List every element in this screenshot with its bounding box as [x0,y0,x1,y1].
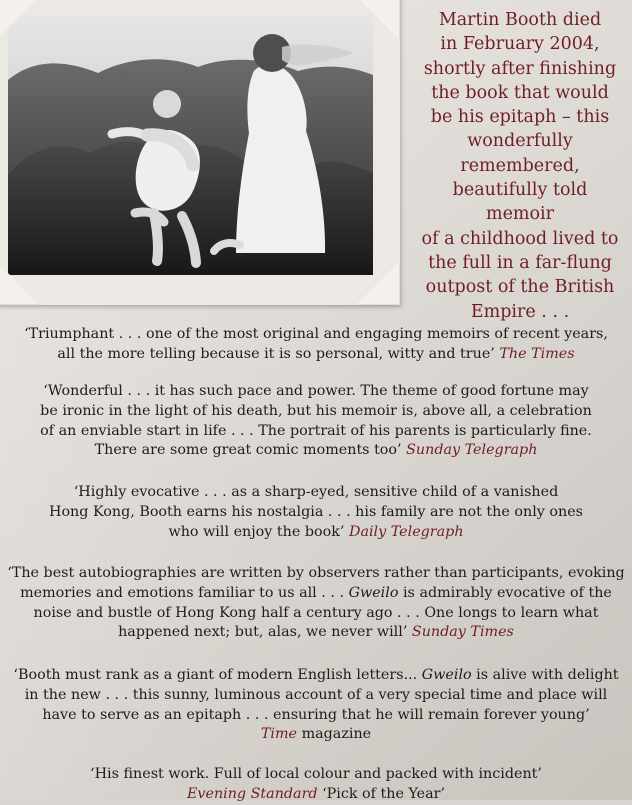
intro-line: wonderfully remembered, [460,131,580,176]
quote-line: ‘Wonderful . . . it has such pace and power. The theme of good fortune may [43,383,589,399]
quote-source: Daily Telegraph [348,523,464,540]
quote-text: all the more telling because it is so personal, witty and true’ [57,345,495,362]
quote-line [0,523,632,543]
review-quote [0,483,632,542]
quote-line [0,441,632,461]
book-title: Gweilo [421,667,472,683]
quote-line: ‘The best autobiographies are written by observers rather than participants, evoking [7,565,625,581]
quote-line: have to serve as an epitaph . . . ensuring that he will remain forever young’ [42,706,590,723]
photo-svg [8,15,373,275]
quote-line [0,666,632,686]
quote-line [0,345,632,365]
quote-line [0,725,632,745]
quote-text: memories and emotions familiar to us all . . . [20,584,345,601]
quote-text: ‘Booth must rank as a giant of modern English letters... [13,667,418,683]
review-quote [0,765,632,805]
intro-paragraph [420,8,620,324]
intro-line: in February 2004, [440,34,600,55]
quote-source: Sunday Times [411,624,514,641]
quote-text: who will enjoy the book’ [168,523,345,540]
quote-line: ‘His finest work. Full of local colour and packed with incident’ [90,766,542,782]
quote-line: noise and bustle of Hong Kong half a century ago . . . One longs to learn what [33,604,599,621]
intro-line: outpost of the British [425,277,615,298]
quote-text: happened next; but, alas, we never will’ [118,624,408,641]
quote-line [0,623,632,643]
quote-line: in the new . . . this sunny, luminous account of a very special time and place will [24,686,608,703]
photo-mount [0,0,400,305]
intro-line: shortly after finishing [423,58,617,79]
quote-line [0,785,632,805]
quote-line: Hong Kong, Booth earns his nostalgia . . . his family are not the only ones [48,503,584,520]
quote-text: ‘Pick of the Year’ [322,785,446,802]
quote-line: be ironic in the light of his death, but his memoir is, above all, a celebration [40,402,592,419]
quote-text: is admirably evocative of the [402,584,612,601]
quote-source: The Times [499,345,575,362]
vintage-photo [8,15,373,275]
intro-line: the full in a far-flung [428,252,612,273]
review-quote [0,382,632,461]
quote-text: magazine [301,726,372,743]
quote-source: Evening Standard [186,785,318,802]
review-quote [0,564,632,643]
review-quote [0,666,632,745]
quote-text: There are some great comic moments too’ [94,442,402,459]
intro-line: Empire . . . [470,301,570,322]
quote-line: ‘Highly evocative . . . as a sharp-eyed, sensitive child of a vanished [73,484,559,500]
quote-source: Time [260,726,298,743]
intro-line: beautifully told memoir [452,180,588,225]
quote-line: ‘Triumphant . . . one of the most original and engaging memoirs of recent years, [24,326,608,342]
intro-line: the book that would [431,82,609,103]
intro-line: Martin Booth died [438,10,602,30]
quote-line [0,584,632,604]
quote-source: Sunday Telegraph [406,442,538,459]
book-title: Gweilo [348,584,399,601]
quote-text: is alive with delight [476,667,619,683]
intro-line: of a childhood lived to [421,228,619,249]
review-quote [0,325,632,365]
quote-line: of an enviable start in life . . . The portrait of his parents is particularly fine. [40,422,592,439]
intro-line: be his epitaph – this [430,107,610,128]
